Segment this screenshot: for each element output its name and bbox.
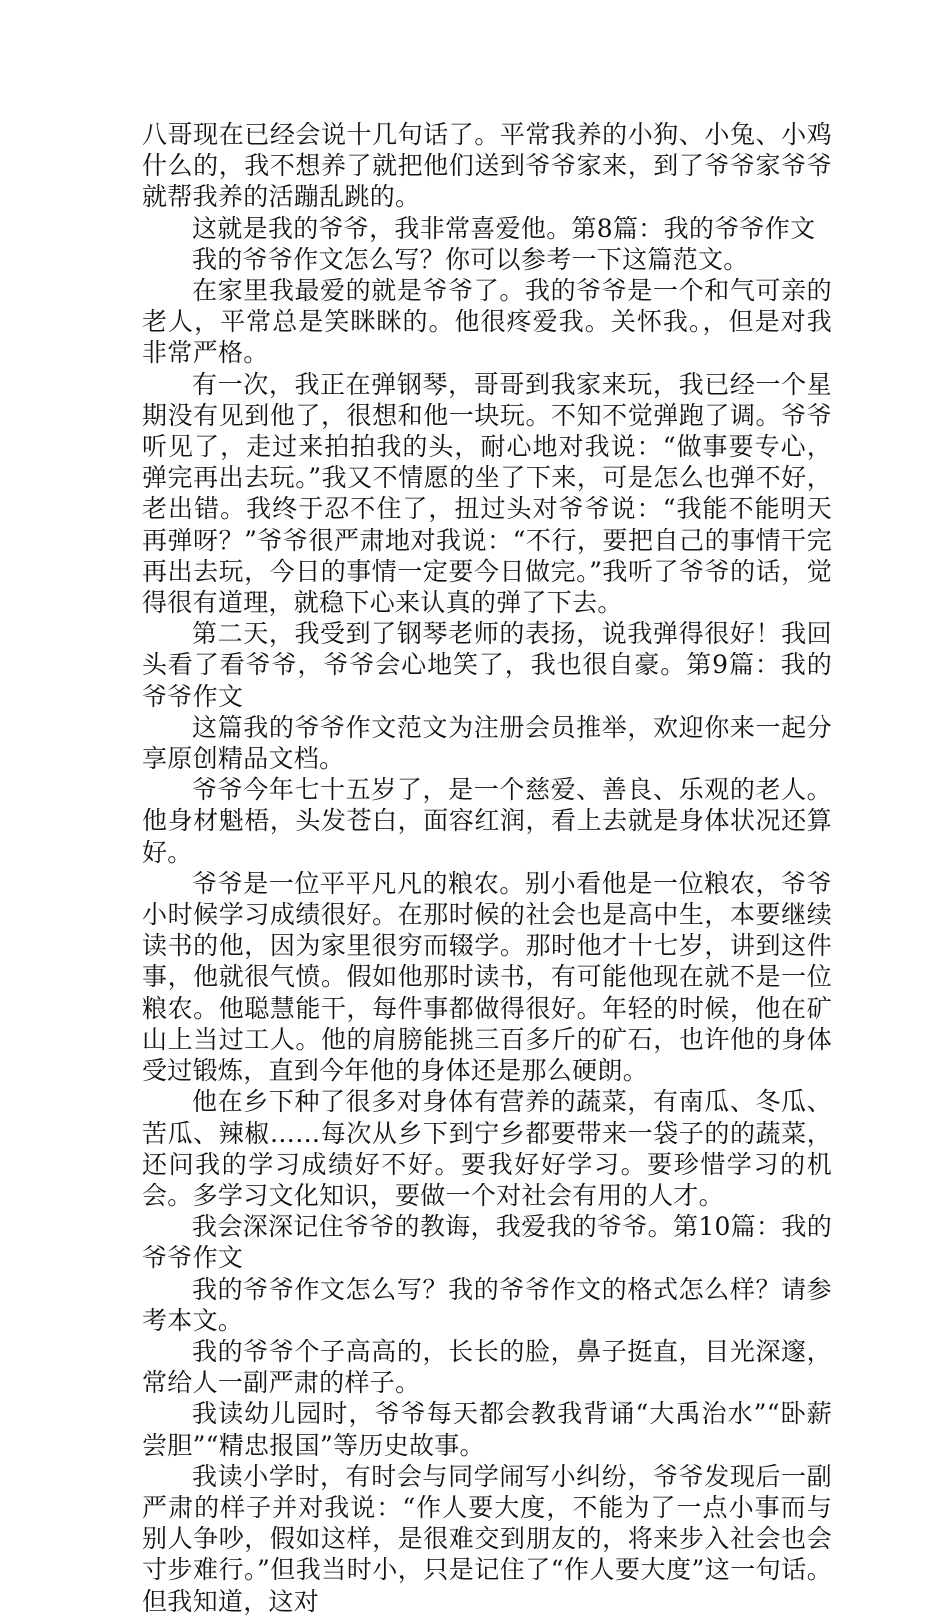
- paragraph-13: 我的爷爷个子高高的，长长的脸，鼻子挺直，目光深邃，常给人一副严肃的样子。: [142, 1336, 832, 1398]
- paragraph-5: 有一次，我正在弹钢琴，哥哥到我家来玩，我已经一个星期没有见到他了，很想和他一块玩。不知不觉弹跑了调。爷爷听见了，走过来拍拍我的头，耐心地对我说：“做事要专心，弹完再出去玩。”我又不情愿的坐了下来，可是怎么也弹不好，老出错。我终于忍不住了，扭过头对爷爷说：“我能不能明天再弹呀？”爷爷很严肃地对我说：“不行，要把自己的事情干完再出去玩，今日的事情一定要今日做完。”我听了爷爷的话，觉得很有道理，就稳下心来认真的弹了下去。: [142, 369, 832, 618]
- paragraph-10: 他在乡下种了很多对身体有营养的蔬菜，有南瓜、冬瓜、苦瓜、辣椒……每次从乡下到宁乡都要带来一袋子的的蔬菜，还问我的学习成绩好不好。要我好好学习。要珍惜学习的机会。多学习文化知识，要做一个对社会有用的人才。: [142, 1087, 832, 1210]
- essay-body: [142, 119, 832, 1617]
- paragraph-11: 我会深深记住爷爷的教诲，我爱我的爷爷。第10篇：我的爷爷作文: [142, 1212, 832, 1273]
- paragraph-7: 这篇我的爷爷作文范文为注册会员推举，欢迎你来一起分享原创精品文档。: [142, 712, 832, 774]
- paragraph-14: 我读幼儿园时，爷爷每天都会教我背诵“大禹治水”“卧薪尝胆”“精忠报国”等历史故事。: [142, 1399, 832, 1460]
- paragraph-1: 八哥现在已经会说十几句话了。平常我养的小狗、小兔、小鸡什么的，我不想养了就把他们送到爷爷家来，到了爷爷家爷爷就帮我养的活蹦乱跳的。: [142, 120, 832, 212]
- paragraph-12: 我的爷爷作文怎么写？我的爷爷作文的格式怎么样？请参考本文。: [142, 1274, 832, 1335]
- paragraph-9: 爷爷是一位平平凡凡的粮农。别小看他是一位粮农，爷爷小时候学习成绩很好。在那时候的社会也是高中生，本要继续读书的他，因为家里很穷而辍学。那时他才十七岁，讲到这件事，他就很气愤。假如他那时读书，有可能他现在就不是一位粮农。他聪慧能干，每件事都做得很好。年轻的时候，他在矿山上当过工人。他的肩膀能挑三百多斤的矿石，也许他的身体受过锻炼，直到今年他的身体还是那么硬朗。: [142, 868, 832, 1086]
- paragraph-3: 我的爷爷作文怎么写？你可以参考一下这篇范文。: [192, 244, 749, 274]
- paragraph-2: 这就是我的爷爷，我非常喜爱他。第8篇：我的爷爷作文: [192, 213, 816, 243]
- paragraph-4: 在家里我最爱的就是爷爷了。我的爷爷是一个和气可亲的老人，平常总是笑眯眯的。他很疼爱我。关怀我。，但是对我非常严格。: [142, 276, 832, 368]
- paragraph-6: 第二天，我受到了钢琴老师的表扬，说我弹得很好！我回头看了看爷爷，爷爷会心地笑了，我也很自豪。第9篇：我的爷爷作文: [142, 619, 832, 711]
- paragraph-8: 爷爷今年七十五岁了，是一个慈爱、善良、乐观的老人。他身材魁梧，头发苍白，面容红润，看上去就是身体状况还算好。: [142, 775, 832, 867]
- paragraph-15: 我读小学时，有时会与同学闹写小纠纷，爷爷发现后一副严肃的样子并对我说：“作人要大度，不能为了一点小事而与别人争吵，假如这样，是很难交到朋友的，将来步入社会也会寸步难行。”但我当时小，只是记住了“作人要大度”这一句话。但我知道，这对: [142, 1461, 832, 1616]
